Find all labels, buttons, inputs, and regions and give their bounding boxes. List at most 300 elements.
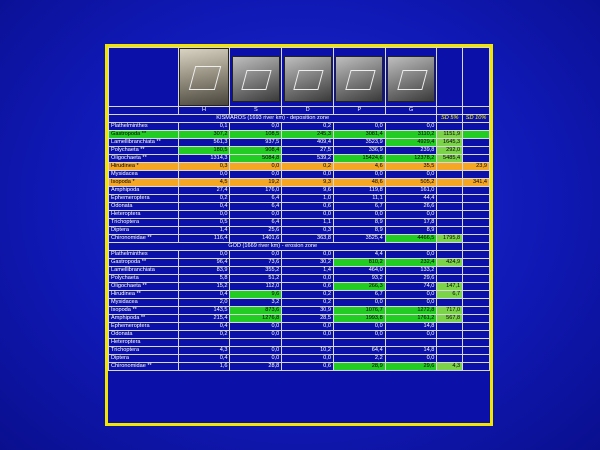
value-cell: 73,6: [230, 259, 282, 267]
sd10-cell: [463, 187, 490, 195]
value-cell: 9,6: [230, 291, 282, 299]
value-cell: 810,2: [333, 259, 385, 267]
sd10-cell: [463, 203, 490, 211]
macroinvertebrate-table: [108, 47, 490, 371]
value-cell: [333, 339, 385, 347]
sd5-cell: 292,0: [437, 147, 463, 155]
taxon-name: Heteroptera: [109, 339, 179, 347]
value-cell: 17,8: [385, 219, 437, 227]
value-cell: 15424,6: [333, 155, 385, 163]
value-cell: 48,6: [333, 179, 385, 187]
value-cell: 266,3: [333, 283, 385, 291]
value-cell: 4,4: [333, 251, 385, 259]
value-cell: 1276,8: [230, 315, 282, 323]
empty-cell: [109, 107, 179, 115]
value-cell: 161,0: [385, 187, 437, 195]
sd5-cell: [437, 251, 463, 259]
sd5-cell: [437, 267, 463, 275]
table-row: [109, 187, 490, 195]
taxon-name: Odonata: [109, 203, 179, 211]
taxon-name: Gastropoda **: [109, 259, 179, 267]
table-row: [109, 363, 490, 371]
value-cell: 10,2: [282, 347, 334, 355]
table-row: [109, 331, 490, 339]
taxon-name: Odonata: [109, 331, 179, 339]
value-cell: 27,4: [178, 187, 230, 195]
value-cell: 5084,8: [230, 155, 282, 163]
data-table-frame: [105, 44, 493, 426]
value-cell: 93,2: [333, 275, 385, 283]
table-row: [109, 179, 490, 187]
taxon-name: Diptera: [109, 227, 179, 235]
value-cell: 0,0: [282, 171, 334, 179]
sd5-cell: 4,3: [437, 363, 463, 371]
sd5-header: SD 5%: [437, 115, 463, 123]
value-cell: 0,0: [333, 171, 385, 179]
taxon-name: Oligochaeta **: [109, 283, 179, 291]
value-cell: 2,0: [178, 299, 230, 307]
sampler-photo-cell: [385, 48, 437, 107]
table-row: [109, 123, 490, 131]
value-cell: 3081,4: [333, 131, 385, 139]
value-cell: 561,3: [178, 139, 230, 147]
taxon-name: Hirudinea *: [109, 163, 179, 171]
value-cell: 0,2: [282, 291, 334, 299]
table-row: [109, 163, 490, 171]
table-row: [109, 323, 490, 331]
empty-cell: [109, 48, 179, 107]
table-row: [109, 227, 490, 235]
value-cell: [385, 339, 437, 347]
sd5-cell: 424,9: [437, 259, 463, 267]
value-cell: 5,8: [178, 275, 230, 283]
sd5-cell: [437, 171, 463, 179]
sampler-photo: [284, 56, 332, 102]
value-cell: 0,1: [178, 123, 230, 131]
section-header-row: [109, 243, 490, 251]
sd5-cell: [437, 331, 463, 339]
sd10-cell: [463, 235, 490, 243]
value-cell: 1,0: [282, 195, 334, 203]
sd10-cell: [463, 147, 490, 155]
value-cell: 0,0: [385, 291, 437, 299]
value-cell: 11,1: [333, 195, 385, 203]
column-header: D: [282, 107, 334, 115]
sd5-cell: 567,8: [437, 315, 463, 323]
value-cell: 44,4: [385, 195, 437, 203]
value-cell: 133,2: [385, 267, 437, 275]
sd10-cell: [463, 267, 490, 275]
sd5-cell: 5485,4: [437, 155, 463, 163]
value-cell: 0,0: [282, 323, 334, 331]
table-row: [109, 147, 490, 155]
empty-cell: [437, 48, 463, 107]
table-row: [109, 139, 490, 147]
value-cell: 3525,4: [333, 235, 385, 243]
value-cell: 0,0: [385, 171, 437, 179]
sd10-cell: [463, 283, 490, 291]
sd5-cell: [437, 163, 463, 171]
value-cell: 873,6: [230, 307, 282, 315]
value-cell: 8,9: [385, 227, 437, 235]
value-cell: 3110,2: [385, 131, 437, 139]
table-row: [109, 131, 490, 139]
sd10-cell: [463, 155, 490, 163]
taxon-name: Heteroptera: [109, 211, 179, 219]
table-row: [109, 283, 490, 291]
value-cell: 307,2: [178, 131, 230, 139]
value-cell: 29,6: [385, 275, 437, 283]
value-cell: 1401,6: [230, 235, 282, 243]
sd10-cell: [463, 347, 490, 355]
sd10-cell: [463, 315, 490, 323]
empty-cell: [437, 107, 463, 115]
value-cell: 355,2: [230, 267, 282, 275]
value-cell: 0,0: [385, 299, 437, 307]
value-cell: 83,9: [178, 267, 230, 275]
sd10-cell: [463, 307, 490, 315]
sd5-cell: 6,7: [437, 291, 463, 299]
value-cell: 3523,9: [333, 139, 385, 147]
value-cell: 108,5: [230, 131, 282, 139]
sd5-cell: 1795,8: [437, 235, 463, 243]
value-cell: 0,6: [282, 283, 334, 291]
value-cell: 4466,5: [385, 235, 437, 243]
sd5-cell: [437, 227, 463, 235]
value-cell: 937,5: [230, 139, 282, 147]
value-cell: 29,6: [385, 363, 437, 371]
value-cell: 232,4: [385, 259, 437, 267]
value-cell: 6,7: [333, 203, 385, 211]
value-cell: 0,0: [385, 355, 437, 363]
taxon-name: Gastropoda **: [109, 131, 179, 139]
sd10-cell: [463, 131, 490, 139]
taxon-name: Chironomidae **: [109, 235, 179, 243]
taxon-name: Lamellibranchiata: [109, 267, 179, 275]
sd5-cell: [437, 219, 463, 227]
value-cell: 0,0: [230, 331, 282, 339]
value-cell: 539,2: [282, 155, 334, 163]
sd10-cell: [463, 291, 490, 299]
value-cell: 8,9: [333, 219, 385, 227]
value-cell: 1076,7: [333, 307, 385, 315]
value-cell: 239,8: [385, 147, 437, 155]
taxon-name: Ephemeroptera: [109, 323, 179, 331]
value-cell: 336,9: [333, 147, 385, 155]
sd10-cell: [463, 323, 490, 331]
sd5-cell: 1645,3: [437, 139, 463, 147]
value-cell: 0,3: [178, 163, 230, 171]
taxon-name: Trichoptera: [109, 219, 179, 227]
table-row: [109, 259, 490, 267]
value-cell: 0,0: [230, 171, 282, 179]
value-cell: 0,0: [282, 331, 334, 339]
value-cell: 0,5: [178, 219, 230, 227]
sd10-cell: [463, 355, 490, 363]
value-cell: [178, 339, 230, 347]
value-cell: 74,0: [385, 283, 437, 291]
sd5-cell: [437, 339, 463, 347]
value-cell: 64,4: [333, 347, 385, 355]
value-cell: 0,0: [385, 123, 437, 131]
value-cell: 112,0: [230, 283, 282, 291]
taxon-name: Plathelminthes: [109, 123, 179, 131]
value-cell: 0,0: [333, 331, 385, 339]
table-row: [109, 219, 490, 227]
sd5-cell: [437, 203, 463, 211]
value-cell: 26,6: [385, 203, 437, 211]
header-row: [109, 107, 490, 115]
value-cell: 12378,2: [385, 155, 437, 163]
value-cell: 0,4: [178, 323, 230, 331]
taxon-name: Lamellibranchiata **: [109, 139, 179, 147]
value-cell: 0,4: [178, 291, 230, 299]
value-cell: 6,4: [230, 195, 282, 203]
sd10-cell: [463, 331, 490, 339]
sd10-cell: [463, 275, 490, 283]
section-title: GÖD (1669 river km) - erosion zone: [109, 243, 437, 251]
section-header-row: [109, 115, 490, 123]
value-cell: 0,0: [230, 251, 282, 259]
sd10-cell: [463, 123, 490, 131]
value-cell: 0,0: [178, 251, 230, 259]
value-cell: 180,5: [178, 147, 230, 155]
table-row: [109, 235, 490, 243]
sampler-photo-cell: [178, 48, 230, 107]
sd5-cell: [437, 275, 463, 283]
value-cell: 3,2: [230, 299, 282, 307]
taxon-name: Ephemeroptera: [109, 195, 179, 203]
value-cell: 6,4: [230, 203, 282, 211]
value-cell: 96,4: [178, 259, 230, 267]
value-cell: [230, 339, 282, 347]
column-header: S: [230, 107, 282, 115]
value-cell: 1,1: [282, 219, 334, 227]
sd10-cell: [463, 363, 490, 371]
sd5-cell: [437, 179, 463, 187]
value-cell: 0,0: [178, 211, 230, 219]
taxon-name: Amphipoda **: [109, 315, 179, 323]
value-cell: 0,3: [282, 227, 334, 235]
table-row: [109, 275, 490, 283]
sd5-cell: [437, 347, 463, 355]
value-cell: 505,2: [385, 179, 437, 187]
table-row: [109, 315, 490, 323]
value-cell: 1,6: [178, 363, 230, 371]
table-row: [109, 203, 490, 211]
sampler-photo: [387, 56, 435, 102]
sd5-cell: 147,1: [437, 283, 463, 291]
table-row: [109, 195, 490, 203]
value-cell: 51,2: [230, 275, 282, 283]
value-cell: 116,4: [178, 235, 230, 243]
value-cell: 0,0: [230, 347, 282, 355]
value-cell: 27,5: [282, 147, 334, 155]
taxon-name: Hirudinea **: [109, 291, 179, 299]
value-cell: 0,4: [178, 355, 230, 363]
table-row: [109, 171, 490, 179]
table-row: [109, 355, 490, 363]
empty-cell: [463, 107, 490, 115]
table-row: [109, 307, 490, 315]
taxon-name: Isopoda **: [109, 307, 179, 315]
taxon-name: Polychaeta **: [109, 147, 179, 155]
value-cell: 19,2: [230, 179, 282, 187]
sampler-photo-cell: [333, 48, 385, 107]
sd10-cell: 341,4: [463, 179, 490, 187]
taxon-name: Polychaeta: [109, 275, 179, 283]
value-cell: 0,0: [282, 251, 334, 259]
value-cell: 0,6: [282, 363, 334, 371]
value-cell: 908,4: [230, 147, 282, 155]
value-cell: 363,8: [282, 235, 334, 243]
sd5-cell: 717,0: [437, 307, 463, 315]
value-cell: 464,0: [333, 267, 385, 275]
value-cell: 25,6: [230, 227, 282, 235]
sd10-cell: [463, 227, 490, 235]
taxon-name: Chironomidae **: [109, 363, 179, 371]
table-row: [109, 251, 490, 259]
value-cell: 0,0: [385, 251, 437, 259]
value-cell: 35,5: [385, 163, 437, 171]
value-cell: 0,2: [282, 163, 334, 171]
value-cell: 0,0: [333, 323, 385, 331]
value-cell: 0,4: [178, 203, 230, 211]
empty-cell: [437, 243, 463, 251]
sd10-header: SD 10%: [463, 115, 490, 123]
taxon-name: Plathelminthes: [109, 251, 179, 259]
sd5-cell: [437, 123, 463, 131]
sd5-cell: [437, 323, 463, 331]
table-row: [109, 155, 490, 163]
value-cell: 143,5: [178, 307, 230, 315]
value-cell: 176,0: [230, 187, 282, 195]
taxon-name: Trichoptera: [109, 347, 179, 355]
sampler-photo: [335, 56, 383, 102]
table-row: [109, 267, 490, 275]
value-cell: 0,0: [230, 323, 282, 331]
value-cell: [282, 339, 334, 347]
sd10-cell: [463, 259, 490, 267]
value-cell: 0,0: [282, 211, 334, 219]
sd5-cell: 1151,9: [437, 131, 463, 139]
taxon-name: Isopoda *: [109, 179, 179, 187]
value-cell: 4,3: [178, 347, 230, 355]
sd10-cell: [463, 211, 490, 219]
empty-cell: [463, 243, 490, 251]
value-cell: 1272,8: [385, 307, 437, 315]
sd10-cell: 23,9: [463, 163, 490, 171]
value-cell: 0,0: [230, 123, 282, 131]
sd10-cell: [463, 251, 490, 259]
empty-cell: [463, 48, 490, 107]
sampler-photo-cell: [230, 48, 282, 107]
taxon-name: Oligochaeta **: [109, 155, 179, 163]
sampler-photo-cell: [282, 48, 334, 107]
value-cell: 28,9: [333, 363, 385, 371]
taxon-name: Diptera: [109, 355, 179, 363]
value-cell: 8,9: [333, 227, 385, 235]
value-cell: 0,0: [178, 171, 230, 179]
value-cell: 0,0: [385, 331, 437, 339]
value-cell: 0,0: [230, 163, 282, 171]
value-cell: 0,2: [178, 195, 230, 203]
value-cell: 9,6: [282, 187, 334, 195]
value-cell: 1761,2: [385, 315, 437, 323]
value-cell: 0,0: [282, 275, 334, 283]
sd10-cell: [463, 139, 490, 147]
value-cell: 15,2: [178, 283, 230, 291]
value-cell: 6,7: [333, 291, 385, 299]
table-row: [109, 339, 490, 347]
value-cell: 1,4: [282, 267, 334, 275]
sampler-photo: [232, 56, 280, 102]
table-row: [109, 211, 490, 219]
sd5-cell: [437, 355, 463, 363]
value-cell: 0,2: [282, 123, 334, 131]
column-header: G: [385, 107, 437, 115]
value-cell: 14,8: [385, 347, 437, 355]
sd5-cell: [437, 211, 463, 219]
value-cell: 14,8: [385, 323, 437, 331]
taxon-name: Mysidacea: [109, 171, 179, 179]
value-cell: 0,0: [333, 211, 385, 219]
table-row: [109, 299, 490, 307]
sd10-cell: [463, 339, 490, 347]
sd10-cell: [463, 299, 490, 307]
value-cell: 0,2: [178, 331, 230, 339]
taxon-name: Amphipoda: [109, 187, 179, 195]
value-cell: 0,0: [385, 211, 437, 219]
value-cell: 28,8: [230, 363, 282, 371]
value-cell: 245,3: [282, 131, 334, 139]
value-cell: 1,4: [178, 227, 230, 235]
sd5-cell: [437, 195, 463, 203]
table-row: [109, 291, 490, 299]
column-header: H: [178, 107, 230, 115]
value-cell: 4,6: [333, 163, 385, 171]
sampler-photo: [179, 48, 229, 106]
taxon-name: Mysidacea: [109, 299, 179, 307]
sd10-cell: [463, 219, 490, 227]
value-cell: 0,2: [282, 299, 334, 307]
value-cell: 1993,8: [333, 315, 385, 323]
value-cell: 28,5: [282, 315, 334, 323]
sd10-cell: [463, 195, 490, 203]
sd10-cell: [463, 171, 490, 179]
value-cell: 9,3: [282, 179, 334, 187]
value-cell: 4929,4: [385, 139, 437, 147]
value-cell: 0,6: [282, 203, 334, 211]
value-cell: 0,0: [230, 355, 282, 363]
value-cell: 409,4: [282, 139, 334, 147]
column-header: P: [333, 107, 385, 115]
value-cell: 1314,3: [178, 155, 230, 163]
value-cell: 0,0: [282, 355, 334, 363]
section-title: KISMAROS (1693 river km) - deposition zone: [109, 115, 437, 123]
value-cell: 0,0: [230, 211, 282, 219]
sd5-cell: [437, 299, 463, 307]
value-cell: 215,4: [178, 315, 230, 323]
value-cell: 6,4: [230, 219, 282, 227]
sd5-cell: [437, 187, 463, 195]
value-cell: 4,5: [178, 179, 230, 187]
value-cell: 30,2: [282, 259, 334, 267]
value-cell: 2,2: [333, 355, 385, 363]
value-cell: 119,8: [333, 187, 385, 195]
value-cell: 0,0: [333, 123, 385, 131]
photo-row: [109, 48, 490, 107]
